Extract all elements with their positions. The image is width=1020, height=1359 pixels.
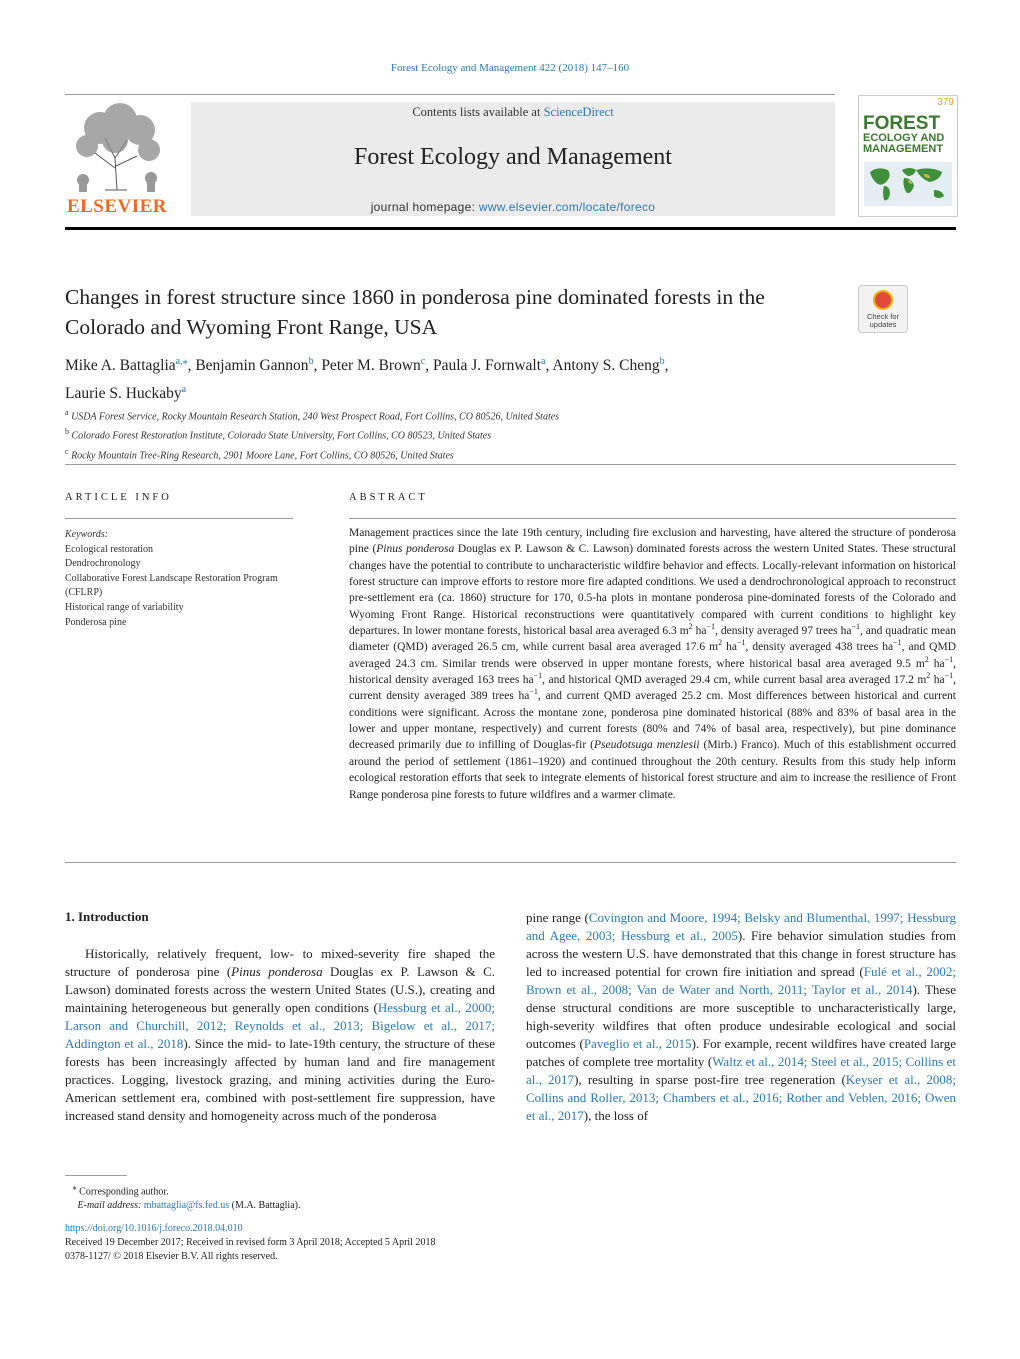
author-affiliation-mark[interactable]: a (541, 356, 546, 367)
copyright-notice: 0378-1127/ © 2018 Elsevier B.V. All rights reserved. (65, 1251, 278, 1262)
article-metadata (65, 1222, 665, 1264)
keyword-item: Ecological restoration (65, 543, 154, 555)
crossmark-icon (873, 290, 893, 310)
journal-cover-thumbnail[interactable] (858, 95, 958, 217)
journal-homepage: journal homepage: www.elsevier.com/locate/foreco (370, 200, 656, 214)
publisher-name: ELSEVIER (66, 196, 168, 217)
body-paragraph: Historically, relatively frequent, low- to mixed-severity fire shaped the structure of ponderosa pine (Pinus ponderosa Douglas ex P. Lawson & C. Lawson) dominated forests across the western United States (U.S.), creating and maintaining heterogeneous but generally open conditions (Hessburg et al., 2000; Larson and Churchill, 2012; Reynolds et al., 2013; Bigelow et al., 2017; Addington et al., 2018). Since the mid- to late-19th century, the structure of these forests has been increasingly affected by human land and fire management practices. Logging, livestock grazing, and mining activities during the Euro-American settlement era, combined with post-settlement fire suppression, have increased stand density and homogeneity across much of the ponderosa (65, 946, 496, 1123)
header-top-rule (65, 94, 835, 95)
author-name[interactable]: Antony S. Cheng (552, 357, 660, 375)
cover-volume-number: 379 (937, 97, 954, 108)
cover-world-map-image (864, 162, 952, 206)
author-affiliation-mark[interactable]: a,⁎ (175, 356, 188, 367)
affiliation-item: $^a$ USDA Forest Service, Rocky Mountain Research Station, 240 West Prospect Road, Fort Collins, CO 80526, United States (65, 408, 560, 423)
journal-title: Forest Ecology and Management (354, 144, 672, 170)
author-affiliation-mark[interactable]: a (181, 384, 187, 396)
author-name[interactable]: Benjamin Gannon (195, 357, 309, 375)
body-paragraph: pine range (Covington and Moore, 1994; Belsky and Blumenthal, 1997; Hessburg and Agee, 2003; Hessburg et al., 2005). Fire behavior simulation studies from across the western U.S. have demonstrated that this change in forest structure has led to increased potential for crown fire initiation and spread (Fulé et al., 2002; Brown et al., 2008; Van de Water and North, 2011; Taylor et al., 2014). These dense structural conditions are more susceptible to uncharacteristically large, high-severity wildfires that often produce undesirable ecological and social outcomes (Paveglio et al., 2015). For example, recent wildfires have created large patches of complete tree mortality (Waltz et al., 2014; Steel et al., 2015; Collins et al., 2017), resulting in sparse post-fire tree regeneration (Keyser et al., 2008; Collins and Roller, 2013; Chambers et al., 2016; Rother and Veblen, 2016; Owen et al., 2017), the loss of (526, 910, 956, 1123)
body-column-left (65, 945, 495, 1125)
crossmark-badge[interactable] (858, 285, 908, 333)
header-bottom-rule (65, 227, 956, 230)
article-dates: Received 19 December 2017; Received in revised form 3 April 2018; Accepted 5 April 2018 (65, 1237, 436, 1248)
journal-reference[interactable]: Forest Ecology and Management 422 (2018) 147–160 (390, 62, 630, 74)
body-column-right (526, 909, 956, 1125)
abstract-text: Management practices since the late 19th century, including fire exclusion and harvesting, have altered the structure of ponderosa pine (Pinus ponderosa Douglas ex P. Lawson & C. Lawson) dominated forests across the western United States. These structural changes have the potential to contribute to uncharacteristic wildfire behavior and effects. Locally-relevant information on historical forest structure can improve efforts to restore more fire adapted conditions. We used a dendrochronological approach to reconstruct pre-settlement era (ca. 1860) structure for 170, 0.5-ha plots in montane ponderosa pine-dominated forests of the Colorado and Wyoming Front Range. Historical reconstructions were quantitatively compared with current conditions to highlight key departures. In lower montane forests, historical basal area averaged 6.3 $m^2$ $ha^{-1}$, density averaged 97 trees $ha^{-1}$, and quadratic mean diameter (QMD) averaged 26.5 cm, while current basal area averaged 17.6 $m^2$ $ha^{-1}$, density averaged 438 trees $ha^{-1}$, and QMD averaged 24.3 cm. Similar trends were observed in upper montane forests, where historical basal area averaged 9.5 $m^2$ $ha^{-1}$, historical density averaged 163 trees $ha^{-1}$, and historical QMD averaged 29.4 cm, while current basal area averaged 17.2 $m^2$ $ha^{-1}$, current density averaged 389 trees $ha^{-1}$, and current QMD averaged 25.2 cm. Most differences between historical and current conditions were significant. Across the montane zone, ponderosa pine dominated historical (88% and 83% of basal area in the lower and upper montane, respectively) and current forests (80% and 74% of basal area, respectively), but pine dominance decreased primarily due to infilling of Douglas-fir (Pseudotsuga menziesii (Mirb.) Franco). Much of this establishment occurred around the period of settlement (1861–1920) and continued throughout the 20th century. Results from this study help inform ecological restoration efforts that seek to integrate elements of historical forest structure and aim to increase the resilience of Front Range ponderosa pine forests to future wildfires and a warmer climate. (349, 527, 957, 801)
cover-title-line3: MANAGEMENT (863, 143, 944, 155)
crossmark-label-line2: updates (869, 320, 897, 329)
citation-link[interactable]: Waltz et al., 2014; Steel et al., 2015; Collins et al., 2017 (526, 1054, 956, 1087)
author-name[interactable]: Paula J. Fornwalt (432, 357, 542, 375)
author-affiliation-mark[interactable]: b (308, 356, 314, 367)
author-name[interactable]: Laurie S. Huckaby (65, 385, 182, 403)
email-link[interactable]: mbattaglia@fs.fed.us (143, 1200, 230, 1212)
keyword-item: Dendrochronology (65, 558, 141, 570)
abstract-divider (65, 862, 956, 863)
corresponding-author-footnote: ⁎ Corresponding author. E-mail address: mbattaglia@fs.fed.us (M.A. Battaglia). (72, 1183, 301, 1212)
citation-link[interactable]: Covington and Moore, 1994; Belsky and Blumenthal, 1997; Hessburg and Agee, 2003; Hessburg et al., 2005 (526, 910, 956, 943)
keyword-item: Historical range of variability (65, 601, 184, 613)
abstract-heading: ABSTRACT (349, 492, 428, 503)
citation-link[interactable]: Hessburg et al., 2000; Larson and Churchill, 2012; Reynolds et al., 2013; Bigelow et al., 2017; Addington et al., 2018 (65, 1000, 496, 1051)
keyword-item: Collaborative Forest Landscape Restoration Program (CFLRP) (65, 572, 278, 599)
affiliation-divider (65, 464, 956, 465)
author-name[interactable]: Mike A. Battaglia (65, 357, 176, 375)
sciencedirect-link[interactable]: ScienceDirect (543, 105, 614, 119)
article-info-rule (65, 518, 293, 519)
affiliation-item: $^b$ Colorado Forest Restoration Institute, Colorado State University, Fort Collins, CO 80523, United States (65, 427, 492, 442)
citation-link[interactable]: Fulé et al., 2002; Brown et al., 2008; Van de Water and North, 2011; Taylor et al., 2014 (526, 964, 956, 997)
author-affiliation-mark[interactable]: b (659, 356, 665, 367)
abstract-rule (349, 518, 956, 519)
doi-link[interactable]: https://doi.org/10.1016/j.foreco.2018.04.010 (65, 1223, 243, 1234)
homepage-link[interactable]: www.elsevier.com/locate/foreco (478, 200, 656, 214)
crossmark-label-line1: Check for (866, 312, 900, 321)
author-affiliation-mark[interactable]: c (420, 356, 426, 367)
affiliations (65, 405, 865, 463)
affiliation-item: $^c$ Rocky Mountain Tree-Ring Research, 2901 Moore Lane, Fort Collins, CO 80526, United States (65, 446, 454, 461)
citation-link[interactable]: Paveglio et al., 2015 (583, 1036, 692, 1051)
keywords-list (65, 528, 305, 630)
author-name[interactable]: Peter M. Brown (321, 357, 421, 375)
contents-line: Contents lists available at ScienceDirect (412, 105, 614, 119)
keyword-item: Ponderosa pine (65, 616, 127, 628)
author-list: Mike A. Battaglia$^{a,⁎}$, Benjamin Gannon$^b$, Peter M. Brown$^c$, Paula J. Fornwalt$^a$, Antony S. Cheng$^b$, Laurie S. Huckaby$^a$ (65, 356, 669, 403)
section-heading-introduction: 1. Introduction (65, 909, 149, 924)
article-title: Changes in forest structure since 1860 in ponderosa pine dominated forests in the Colorado and Wyoming Front Range, USA (65, 285, 765, 339)
cover-title-line1: FOREST (863, 113, 941, 134)
footnote-rule (65, 1175, 127, 1176)
citation-link[interactable]: Keyser et al., 2008; Collins and Roller, 2013; Chambers et al., 2016; Rother and Veblen, 2016; Owen et al., 2017 (526, 1072, 956, 1123)
article-info-heading: ARTICLE INFO (65, 492, 172, 503)
keywords-label: Keywords: (65, 529, 108, 540)
cover-title-line2: ECOLOGY AND (863, 132, 945, 144)
